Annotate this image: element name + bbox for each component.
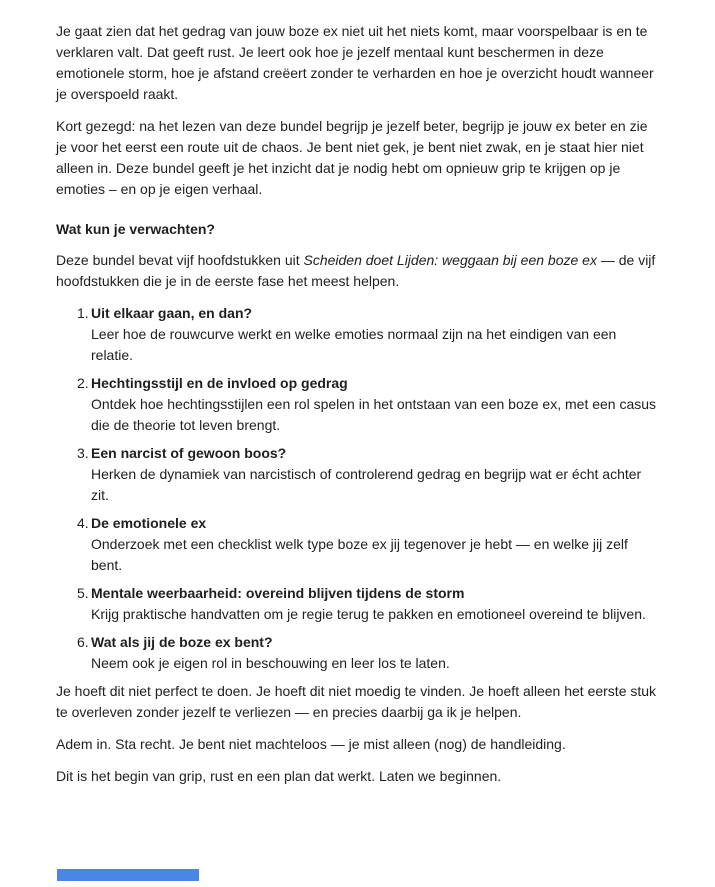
list-item-chapter-2 (56, 373, 660, 436)
bundle-intro-text: Deze bundel bevat vijf hoofdstukken uit (56, 252, 304, 268)
list-item-body (91, 443, 660, 506)
list-item-chapter-3 (56, 443, 660, 506)
chapter-description: Herken de dynamiek van narcistisch of controlerend gedrag en begrijp wat er écht achter zit. (91, 466, 642, 503)
list-item-body (91, 513, 660, 576)
paragraph-reassurance: Je hoeft dit niet perfect te doen. Je hoeft dit niet moedig te vinden. Je hoeft alleen het eerste stuk te overleven zonder jezelf te verliezen — en precies daarbij ga ik je helpen. (56, 683, 657, 720)
section-heading-expectations: Wat kun je verwachten? (56, 221, 215, 237)
page-bottom-blue-fragment (57, 869, 199, 881)
chapter-title: Mentale weerbaarheid: overeind blijven tijdens de storm (91, 585, 465, 601)
chapter-title: Uit elkaar gaan, en dan? (91, 305, 253, 321)
chapter-description: Onderzoek met een checklist welk type boze ex jij tegenover je hebt — en welke jij zelf bent. (91, 536, 628, 573)
list-item-body (91, 632, 660, 674)
list-item-chapter-6 (56, 632, 660, 674)
bundle-intro-text-after: — de vijf hoofdstukken die je in de eerste fase het meest helpen. (56, 252, 656, 289)
list-number: 6. (77, 634, 89, 650)
list-number: 1. (77, 305, 89, 321)
list-item-chapter-5 (56, 583, 660, 625)
book-title-italic: Scheiden doet Lijden: weggaan bij een boze ex (303, 252, 597, 268)
chapter-title: De emotionele ex (91, 515, 207, 531)
chapter-list (56, 303, 660, 674)
chapter-description: Ontdek hoe hechtingsstijlen een rol spelen in het ontstaan van een boze ex, met een casus die de theorie tot leven brengt. (91, 396, 657, 433)
chapter-title: Hechtingsstijl en de invloed op gedrag (91, 375, 348, 391)
list-number: 2. (77, 375, 89, 391)
chapter-title: Wat als jij de boze ex bent? (91, 634, 273, 650)
list-item-body (91, 583, 660, 625)
list-number: 4. (77, 515, 89, 531)
paragraph-closing: Dit is het begin van grip, rust en een plan dat werkt. Laten we beginnen. (56, 768, 502, 784)
paragraph-intro-benefits: Je gaat zien dat het gedrag van jouw boze ex niet uit het niets komt, maar voorspelbaar is en te verklaren valt. Dat geeft rust. Je leert ook hoe je jezelf mentaal kunt beschermen in deze emotionele storm, hoe je afstand creëert zonder te verharden en hoe je overzicht houdt wanneer je overspoeld raakt. (56, 23, 654, 102)
chapter-description: Krijg praktische handvatten om je regie terug te pakken en emotioneel overeind te blijven. (91, 606, 646, 622)
list-number: 5. (77, 585, 89, 601)
chapter-title: Een narcist of gewoon boos? (91, 445, 287, 461)
list-item-chapter-1 (56, 303, 660, 366)
list-item-body (91, 373, 660, 436)
chapter-description: Neem ook je eigen rol in beschouwing en leer los te laten. (91, 655, 450, 671)
paragraph-summary: Kort gezegd: na het lezen van deze bundel begrijp je jezelf beter, begrijp je jouw ex beter en zie je voor het eerst een route uit de chaos. Je bent niet gek, je bent niet zwak, en je staat hier niet alleen in. Deze bundel geeft je het inzicht dat je nodig hebt om opnieuw grip te krijgen op je emoties – en op je eigen verhaal. (56, 118, 648, 197)
paragraph-encouragement: Adem in. Sta recht. Je bent niet machteloos — je mist alleen (nog) de handleiding. (56, 736, 566, 752)
list-item-body (91, 303, 660, 366)
chapter-description: Leer hoe de rouwcurve werkt en welke emoties normaal zijn na het eindigen van een relatie. (91, 326, 617, 363)
list-number: 3. (77, 445, 89, 461)
list-item-chapter-4 (56, 513, 660, 576)
paragraph-bundle-contents (56, 250, 660, 292)
